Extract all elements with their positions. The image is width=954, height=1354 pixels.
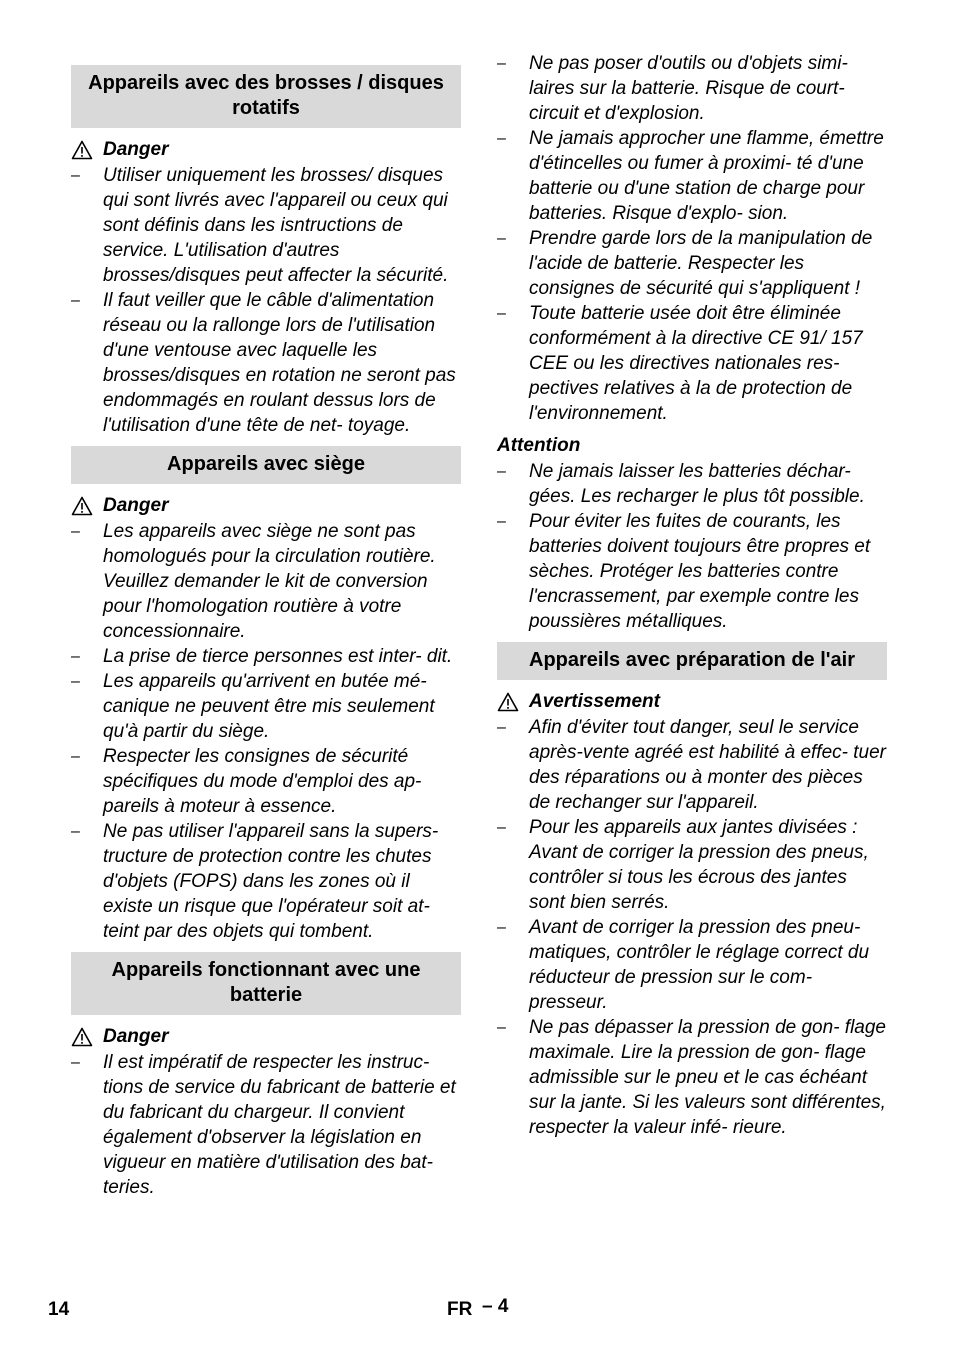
list-item: – Prendre garde lors de la manipulation de l'acide de batterie. Respecter les consignes de sécurité qui s'appliquent ! xyxy=(497,228,873,299)
list-item: – Il est impératif de respecter les instruc- tions de service du fabricant de batterie et du fabricant du chargeur. Il convient également d'observer la législation en vigueur en matière d'utilisation des bat- teries. xyxy=(71,1052,456,1198)
notice-label: Avertissement xyxy=(529,691,660,712)
warning-notice xyxy=(497,688,887,715)
danger-notice xyxy=(71,136,461,163)
list-item: – Les appareils qu'arrivent en butée mé- canique ne peuvent être mis seulement qu'à partir du siège. xyxy=(71,671,435,742)
list xyxy=(497,459,887,634)
danger-notice xyxy=(71,1023,461,1050)
section-heading-battery: Appareils fonctionnant avec une batterie xyxy=(71,952,461,1015)
right-column xyxy=(497,51,887,1140)
warning-triangle-icon xyxy=(497,692,519,712)
list-item: – Utiliser uniquement les brosses/ disques qui sont livrés avec l'appareil ou ceux qui sont définis dans les isntructions de service. L'utilisation d'autres brosses/disques peut affecter la sécurité. xyxy=(71,165,449,286)
list-item: – Ne pas dépasser la pression de gon- flage maximale. Lire la pression de gon- flage admissible sur le pneu et le cas échéant sur la jante. Si les valeurs sont différentes, respecter la valeur infé- rieure. xyxy=(497,1017,887,1138)
list-item: – Les appareils avec siège ne sont pas homologués pour la circulation routière. Veuillez demander le kit de conversion pour l'homologation routière à votre concessionnaire. xyxy=(71,521,436,642)
list-item: – La prise de tierce personnes est inter- dit. xyxy=(71,646,453,667)
warning-triangle-icon xyxy=(71,140,93,160)
warning-triangle-icon xyxy=(71,496,93,516)
list-item: – Ne jamais approcher une flamme, émettre d'étincelles ou fumer à proximi- té d'une batterie ou d'une station de charge pour batteries. Risque d'explo- sion. xyxy=(497,128,884,224)
page-number: 14 xyxy=(48,1299,70,1320)
list-item: – Toute batterie usée doit être éliminée conformément à la directive CE 91/ 157 CEE ou les directives nationales res- pectives relatives à la de protection de l'environnement. xyxy=(497,303,863,424)
section-heading-air: Appareils avec préparation de l'air xyxy=(497,642,887,680)
list-item: – Pour les appareils aux jantes divisées : Avant de corriger la pression des pneus, contrôler si tous les écrous des jantes sont bien serrés. xyxy=(497,817,869,913)
list-item: – Ne jamais laisser les batteries déchar- gées. Les recharger le plus tôt possible. xyxy=(497,461,865,507)
warning-triangle-icon xyxy=(71,1027,93,1047)
language-code: FR xyxy=(447,1299,473,1320)
list-item: – Ne pas utiliser l'appareil sans la supers- tructure de protection contre les chutes d'objets (FOPS) dans les zones où il existe un risque que l'opérateur soit at- teint par des objets qui tombent. xyxy=(71,821,439,942)
list-item: – Avant de corriger la pression des pneu- matiques, contrôler le réglage correct du réducteur de pression sur le com- presseur. xyxy=(497,917,870,1013)
list-item: – Ne pas poser d'outils ou d'objets simi- laires sur la batterie. Risque de court- circuit et d'explosion. xyxy=(497,53,848,124)
notice-label: Attention xyxy=(497,435,581,456)
list xyxy=(497,51,887,426)
danger-notice xyxy=(71,492,461,519)
section-heading-seat: Appareils avec siège xyxy=(71,446,461,484)
notice-label: Danger xyxy=(103,495,169,516)
list-item: – Respecter les consignes de sécurité spécifiques du mode d'emploi des ap- pareils à moteur à essence. xyxy=(71,746,422,817)
list-item: – Il faut veiller que le câble d'alimentation réseau ou la rallonge lors de l'utilisation d'une ventouse avec laquelle les brosses/disques en rotation ne seront pas endommagés en roulant dessus lors de l'utilisation d'une tête de net- toyage. xyxy=(71,290,456,436)
list xyxy=(71,1050,461,1200)
left-column xyxy=(71,57,461,1200)
list-item: – Pour éviter les fuites de courants, les batteries doivent toujours être propres et sèches. Protéger les batteries contre l'encrassement, par exemple contre les poussières métalliques. xyxy=(497,511,871,632)
notice-label: Danger xyxy=(103,139,169,160)
list xyxy=(71,519,461,944)
notice-label: Danger xyxy=(103,1026,169,1047)
list-item: – Afin d'éviter tout danger, seul le service après-vente agréé est habilité à effec- tuer des réparations ou à monter des pièces de rechanger sur l'appareil. xyxy=(497,717,886,813)
sub-page-number: – 4 xyxy=(482,1296,509,1317)
attention-notice xyxy=(497,432,887,459)
section-heading-brushes: Appareils avec des brosses / disques rotatifs xyxy=(71,65,461,128)
list xyxy=(71,163,461,438)
list xyxy=(497,715,887,1140)
